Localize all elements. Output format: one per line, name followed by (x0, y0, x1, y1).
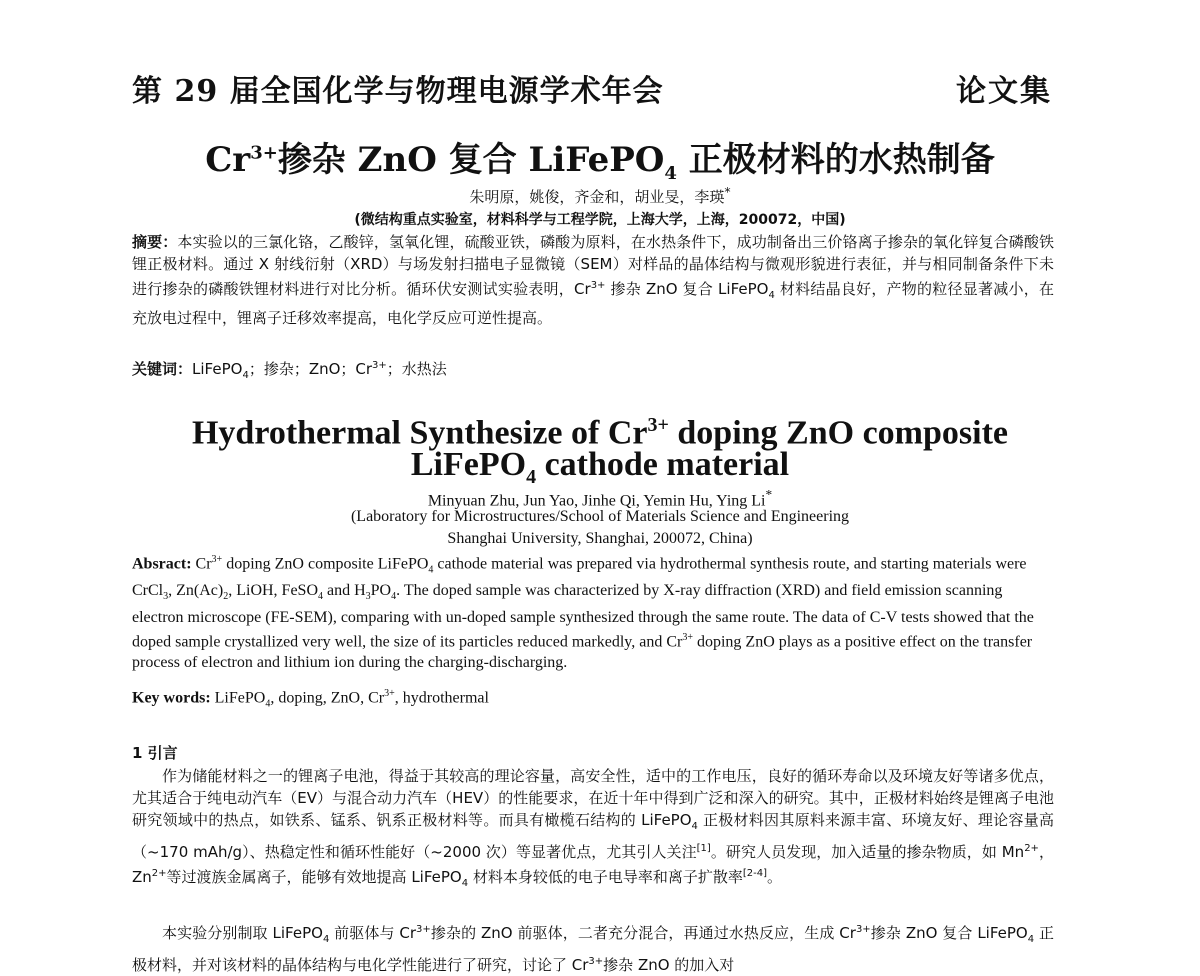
en-abs-sub: 3 (163, 591, 169, 603)
section-paragraph-2 (132, 919, 1054, 976)
cn-abstract-text: 掺杂 ZnO 复合 LiFePO (605, 280, 769, 298)
chinese-abstract (132, 231, 1054, 329)
en-abs-sub: 2 (223, 591, 229, 603)
cn-title-part: 正极材料的水热制备 (676, 140, 995, 180)
para-text: 。研究人员发现，加入适量的掺杂物质，如 Mn (710, 843, 1025, 861)
en-author-mark: * (765, 487, 773, 502)
para-text: 本实验分别制取 LiFePO (162, 924, 323, 942)
para-text: 等过渡族金属离子，能够有效地提高 LiFePO (166, 868, 462, 886)
cn-abstract-sub: 4 (768, 290, 775, 301)
para-sub: 4 (322, 934, 330, 945)
para-text: 材料本身较低的电子电导率和离子扩散率 (468, 868, 743, 886)
cn-title-sup: 3+ (250, 142, 278, 164)
chinese-authors (0, 184, 1200, 207)
cn-abstract-sup: 3+ (590, 280, 606, 291)
para-text: 掺杂 ZnO 的加入对 (603, 956, 735, 974)
en-title-part: doping ZnO composite (668, 414, 1008, 452)
en-abstract-text: PO (370, 582, 392, 600)
para-text: 前驱体与 Cr (329, 924, 417, 942)
en-abs-sup: 3+ (682, 632, 693, 644)
cn-keywords-label: 关键词： (132, 360, 193, 378)
en-abs-sup: 3+ (211, 554, 223, 565)
para-sup: 3+ (416, 924, 431, 935)
para-text: 正极材料因其原料来源丰富、环境友好、理论容量高（~170 mAh/g）、热稳定性和循环性能好（~2000 次）等显著优点，尤其引人关注 (132, 811, 1054, 861)
section-paragraph-1 (132, 765, 1054, 895)
chinese-title (0, 132, 1200, 184)
cn-keyword: LiFePO (192, 360, 243, 378)
cn-keyword: ；掺杂；ZnO；Cr (248, 360, 373, 378)
cn-keyword-sub: 4 (242, 370, 249, 381)
cn-abstract-text: 本实验以的三氯化铬，乙酸锌，氢氧化锂，硫酸亚铁，磷酸为原料，在水热条件下，成功制备出三价铬离子掺杂的氧化锌复合磷酸铁锂正极材料。通过 X 射线衍射（XRD）与场发射扫描电子显微镜（SEM）对样品的晶体结构与微观形貌进行表征，并与相同制备条件下未进行掺杂的磷酸铁锂材料进行对比分析。循环伏安测试实验表明，Cr (132, 233, 1054, 298)
en-abstract-text: doping ZnO plays as a positive effect on the transfer process of electron and lithium ion during the charging-discharging. (132, 633, 1033, 672)
cn-author-mark: * (724, 184, 731, 199)
cn-abstract-text: 材料结晶良好，产物的粒径显著减小，在充放电过程中，锂离子迁移效率提高，电化学反应可逆性提高。 (132, 280, 1054, 327)
en-keyword: , hydrothermal (394, 689, 489, 707)
cn-title-part: Cr (205, 140, 251, 180)
english-abstract (132, 550, 1054, 674)
proceedings-label: 论文集 (956, 74, 1052, 109)
en-keywords-label: Key words: (132, 689, 211, 707)
chinese-affiliation: (微结构重点实验室，材料科学与工程学院，上海大学，上海，200072，中国) (354, 212, 846, 228)
conference-title: 第 29 届全国化学与物理电源学术年会 (132, 74, 664, 109)
en-abstract-text: Cr (191, 555, 212, 573)
para-text: 掺杂 ZnO 复合 LiFePO (870, 924, 1028, 942)
para-sup: 3+ (855, 924, 871, 935)
para-sub: 4 (1027, 934, 1035, 945)
chinese-keywords (132, 355, 1054, 387)
cn-title-part: 掺杂 ZnO 复合 LiFePO (277, 140, 665, 180)
en-keyword-sub: 4 (265, 698, 271, 710)
en-abstract-text: and H (323, 582, 366, 600)
para-text: 掺杂的 ZnO 前驱体，二者充分混合，再通过水热反应，生成 Cr (430, 924, 856, 942)
cn-keyword: ；水热法 (386, 360, 447, 378)
en-abs-sub: 4 (428, 564, 434, 576)
en-abs-sub: 4 (391, 591, 397, 603)
en-abstract-label: Absract: (132, 555, 192, 573)
cn-authors-text: 朱明原，姚俊，齐金和，胡业旻，李瑛 (469, 188, 725, 206)
para-ref: [1] (696, 843, 711, 854)
en-title-part: Hydrothermal Synthesize of Cr (191, 414, 648, 452)
para-text: 正极材料，并对该材料的晶体结构与电化学性能进行了研究，讨论了 Cr (132, 924, 1054, 974)
en-title-sub: 4 (526, 465, 537, 488)
en-abstract-text: doping ZnO composite LiFePO (222, 555, 429, 573)
english-affiliation-line2: Shanghai University, Shanghai, 200072, China) (447, 530, 753, 547)
en-abstract-text: cathode material was prepared via hydrothermal synthesis route, and starting materials were CrCl (132, 555, 1027, 600)
para-sup: 2+ (151, 868, 167, 879)
en-keyword: , doping, ZnO, Cr (270, 689, 385, 707)
en-title-part: LiFePO (410, 446, 527, 483)
para-sub: 4 (691, 821, 698, 832)
en-title-sup: 3+ (647, 414, 669, 436)
para-sup: 2+ (1024, 843, 1039, 854)
en-title-part: cathode material (536, 446, 790, 483)
en-abs-sub: 4 (318, 591, 323, 603)
para-ref: [2-4] (742, 868, 768, 879)
cn-abstract-label: 摘要： (132, 233, 178, 251)
cn-title-sub: 4 (664, 162, 677, 184)
en-abstract-text: , Zn(Ac) (168, 582, 224, 600)
section-heading: 1 引言 (132, 744, 178, 762)
en-keyword: LiFePO (210, 689, 266, 707)
en-abstract-text: , LiOH, FeSO (228, 582, 318, 600)
para-sub: 4 (461, 878, 469, 889)
en-abstract-text: . The doped sample was characterized by X-ray diffraction (XRD) and field emission scanning electron microscope (FE-SEM), comparing with un-doped sample synthesized through the same route. The data of C-V tests showed that the doped sample crystallized very well, the size of its particles reduced markedly, and Cr (132, 582, 1034, 651)
para-text: 作为储能材料之一的锂离子电池，得益于其较高的理论容量，高安全性，适中的工作电压，良好的循环寿命以及环境友好等诸多优点，尤其适合于纯电动汽车（EV）与混合动力汽车（HEV）的性能要求，在近十年中得到广泛和深入的研究。其中，正极材料始终是锂离子电池研究领域中的热点，如铁系、锰系、钒系正极材料等。而具有橄榄石结构的 LiFePO (132, 767, 1054, 829)
en-keyword-sup: 3+ (384, 688, 395, 699)
english-keywords (132, 684, 1054, 715)
para-sup: 3+ (588, 956, 604, 967)
en-authors-text: Minyuan Zhu, Jun Yao, Jinhe Qi, Yemin Hu, Ying Li (427, 492, 766, 510)
para-text: ，Zn (132, 843, 1054, 886)
english-affiliation-line1: (Laboratory for Microstructures/School of Materials Science and Engineering (350, 508, 850, 525)
cn-keyword-sup: 3+ (372, 360, 387, 371)
para-text: 。 (767, 868, 783, 886)
en-abs-sub: 3 (365, 591, 371, 603)
